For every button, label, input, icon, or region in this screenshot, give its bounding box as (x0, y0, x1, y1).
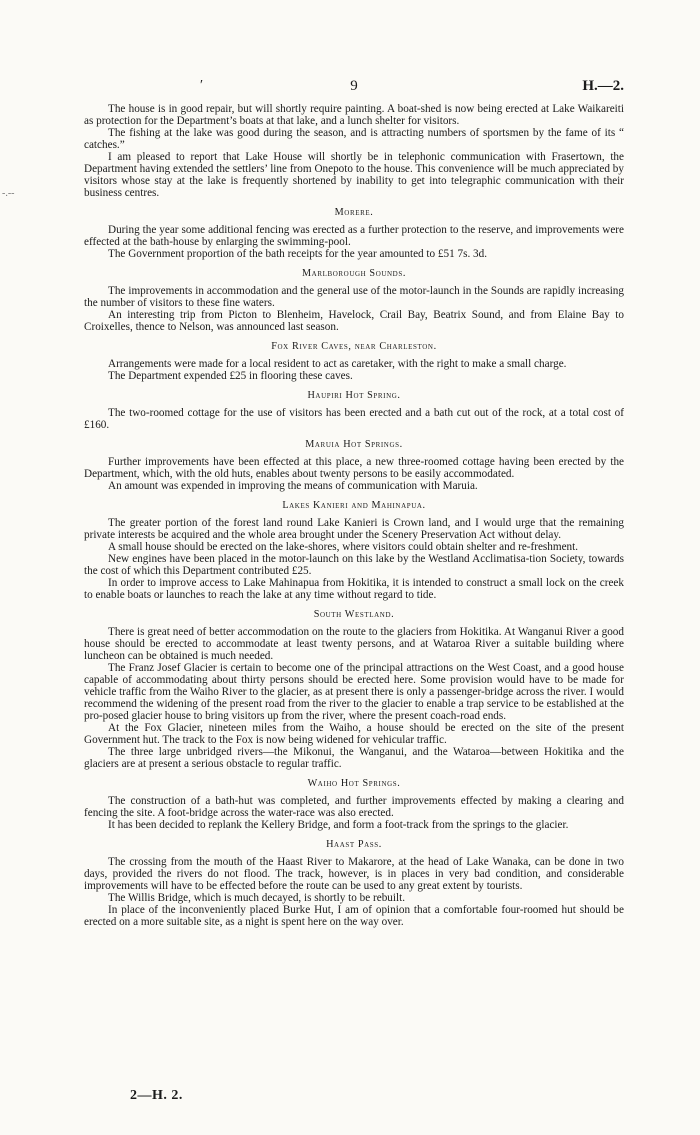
section-heading: South Westland. (313, 609, 395, 620)
document-body (84, 103, 624, 928)
paragraph: An interesting trip from Picton to Blenheim, Havelock, Crail Bay, Beatrix Sound, and from Elaine Bay to Croixelles, thence to Nelson, was announced last season. (84, 309, 624, 333)
paragraph: The Government proportion of the bath receipts for the year amounted to £51 7s. 3d. (108, 248, 488, 260)
document-reference: H.—2. (582, 78, 624, 94)
paragraph: New engines have been placed in the motor-launch on this lake by the Westland Acclimatisa-tion Society, towards the cost of which this Department contributed £25. (84, 553, 624, 577)
section-heading: Lakes Kanieri and Mahinapua. (282, 500, 426, 511)
paragraph: I am pleased to report that Lake House will shortly be in telephonic communication with Frasertown, the Department having extended the settlers’ line from Onepoto to the house. This convenience will be much appreciated by visitors whose stay at the lake is frequently shortened by inability to get into telegraphic communication with their business centres. (84, 151, 624, 199)
paragraph: A small house should be erected on the lake-shores, where visitors could obtain shelter and re-freshment. (108, 541, 579, 553)
paragraph: The Willis Bridge, which is much decayed, is shortly to be rebuilt. (108, 892, 405, 904)
header-tick-mark: ′ (200, 78, 204, 93)
paragraph: Arrangements were made for a local resident to act as caretaker, with the right to make a small charge. (108, 358, 567, 370)
margin-mark: -.-- (2, 188, 15, 199)
paragraph: The construction of a bath-hut was completed, and further improvements effected by making a clearing and fencing the site. A foot-bridge across the water-race was also erected. (84, 795, 624, 819)
page-number: 9 (350, 78, 358, 94)
paragraph: It has been decided to replank the Kellery Bridge, and form a foot-track from the springs to the glacier. (108, 819, 569, 831)
section-heading: Haupiri Hot Spring. (307, 390, 401, 401)
paragraph: The fishing at the lake was good during the season, and is attracting numbers of sportsmen by the fame of its “ catches.” (84, 127, 624, 151)
paragraph: An amount was expended in improving the means of communication with Maruia. (108, 480, 478, 492)
section-heading: Marlborough Sounds. (302, 268, 406, 279)
paragraph: The Franz Josef Glacier is certain to become one of the principal attractions on the West Coast, and a good house capable of accommodating about thirty persons should be erected here. Some provision would have to be made for vehicle traffic from the Waiho River to the glacier, as at present there is only a passenger-bridge across the river. I would recommend the widening of the present road from the river to the glacier to enable a trap service to be established at the pro-posed glacier house to bring visitors up from the river, where the present coach-road ends. (84, 662, 624, 722)
paragraph: During the year some additional fencing was erected as a further protection to the reserve, and improvements were effected at the bath-house by enlarging the swimming-pool. (84, 224, 624, 248)
page-header (84, 78, 624, 98)
section-heading: Morere. (334, 207, 374, 218)
paragraph: In place of the inconveniently placed Burke Hut, I am of opinion that a comfortable four-roomed hut should be erected on a more suitable site, as a night is spent here on the way over. (84, 904, 624, 928)
paragraph: The improvements in accommodation and the general use of the motor-launch in the Sounds are rapidly increasing the number of visitors to these fine waters. (84, 285, 624, 309)
paragraph: The crossing from the mouth of the Haast River to Makarore, at the head of Lake Wanaka, can be done in two days, provided the rivers do not flood. The track, however, is in places in very bad condition, and considerable improvements will have to be effected before the route can be used to any great extent by tourists. (84, 856, 624, 892)
paragraph: In order to improve access to Lake Mahinapua from Hokitika, it is intended to construct a small lock on the creek to enable boats or launches to reach the lake at any time without regard to tide. (84, 577, 624, 601)
section-heading: Maruia Hot Springs. (305, 439, 403, 450)
paragraph: The house is in good repair, but will shortly require painting. A boat-shed is now being erected at Lake Waikareiti as protection for the Department’s boats at that lake, and a lunch shelter for visitors. (84, 103, 624, 127)
footer-signature: 2—H. 2. (130, 1088, 183, 1103)
paragraph: There is great need of better accommodation on the route to the glaciers from Hokitika. At Wanganui River a good house should be erected to accommodate at least twenty persons, and at Wataroa River a suitable building where luncheon can be obtained is much needed. (84, 626, 624, 662)
paragraph: The greater portion of the forest land round Lake Kanieri is Crown land, and I would urge that the remaining private interests be acquired and the whole area brought under the Scenery Preservation Act without delay. (84, 517, 624, 541)
paragraph: Further improvements have been effected at this place, a new three-roomed cottage having been erected by the Department, which, with the old huts, enables about twenty persons to be easily accommodated. (84, 456, 624, 480)
paragraph: At the Fox Glacier, nineteen miles from the Waiho, a house should be erected on the site of the present Government hut. The track to the Fox is now being widened for vehicular traffic. (84, 722, 624, 746)
paragraph: The two-roomed cottage for the use of visitors has been erected and a bath cut out of the rock, at a total cost of £160. (84, 407, 624, 431)
section-heading: Waiho Hot Springs. (307, 778, 401, 789)
section-heading: Fox River Caves, near Charleston. (271, 341, 437, 352)
section-heading: Haast Pass. (326, 839, 382, 850)
paragraph: The three large unbridged rivers—the Mikonui, the Wanganui, and the Wataroa—between Hokitika and the glaciers are at present a serious obstacle to regular traffic. (84, 746, 624, 770)
paragraph: The Department expended £25 in flooring these caves. (108, 370, 353, 382)
